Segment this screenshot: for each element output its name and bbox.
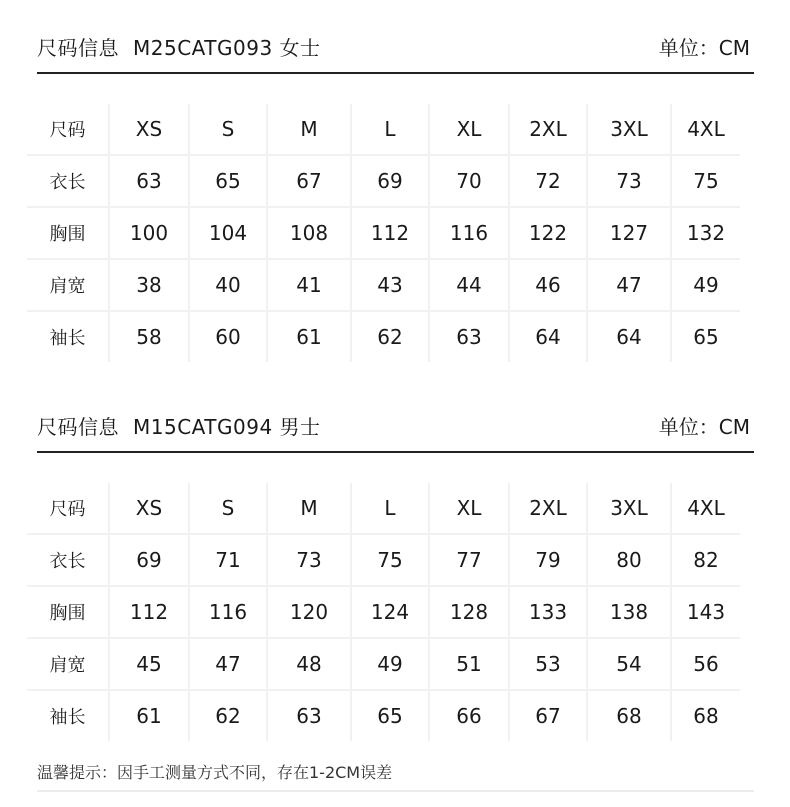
table-cell: 47: [587, 259, 671, 311]
table-cell: 77: [429, 534, 509, 586]
title-prefix: 尺码信息: [37, 415, 119, 439]
table-cell: 75: [351, 534, 429, 586]
table-cell: 82: [671, 534, 740, 586]
unit-label: 单位：CM: [658, 36, 750, 60]
header-label: 尺码: [27, 104, 109, 155]
table-cell: 143: [671, 586, 740, 638]
table-row: [27, 638, 740, 690]
title-prefix: 尺码信息: [37, 36, 119, 60]
size-header: 2XL: [509, 104, 587, 155]
table-cell: 122: [509, 207, 587, 259]
table-cell: 108: [267, 207, 351, 259]
table-cell: 133: [509, 586, 587, 638]
size-header: L: [351, 483, 429, 534]
row-label: 胸围: [27, 207, 109, 259]
table-cell: 128: [429, 586, 509, 638]
size-header: XL: [429, 483, 509, 534]
table-cell: 60: [189, 311, 267, 362]
table-cell: 67: [509, 690, 587, 741]
size-header: 4XL: [671, 104, 740, 155]
unit-label: 单位：CM: [658, 415, 750, 439]
table-cell: 62: [351, 311, 429, 362]
table-cell: 65: [189, 155, 267, 207]
size-header: M: [267, 483, 351, 534]
table-cell: 63: [267, 690, 351, 741]
size-header: XS: [109, 104, 189, 155]
table-cell: 73: [587, 155, 671, 207]
size-header: M: [267, 104, 351, 155]
table-cell: 127: [587, 207, 671, 259]
table-cell: 75: [671, 155, 740, 207]
size-header: 4XL: [671, 483, 740, 534]
table-row: [27, 586, 740, 638]
table-cell: 56: [671, 638, 740, 690]
table-cell: 112: [109, 586, 189, 638]
table-row: [27, 311, 740, 362]
table-cell: 64: [587, 311, 671, 362]
section-header: [37, 26, 754, 74]
table-cell: 41: [267, 259, 351, 311]
table-header-row: [27, 483, 740, 534]
table-cell: 116: [429, 207, 509, 259]
row-label: 袖长: [27, 690, 109, 741]
row-label: 袖长: [27, 311, 109, 362]
size-table: [27, 104, 740, 362]
table-cell: 61: [267, 311, 351, 362]
table-cell: 73: [267, 534, 351, 586]
table-cell: 112: [351, 207, 429, 259]
table-header-row: [27, 104, 740, 155]
row-label: 肩宽: [27, 638, 109, 690]
size-header: XS: [109, 483, 189, 534]
size-header: 2XL: [509, 483, 587, 534]
table-cell: 68: [693, 704, 719, 728]
table-cell: 69: [109, 534, 189, 586]
section-title: [37, 32, 321, 61]
size-header: XL: [429, 104, 509, 155]
table-cell: 64: [509, 311, 587, 362]
table-cell: 116: [189, 586, 267, 638]
table-row: [27, 690, 740, 741]
table-cell: 63: [429, 311, 509, 362]
model-code: M15CATG094 男士: [133, 415, 321, 439]
table-cell: 69: [351, 155, 429, 207]
table-cell: 132: [671, 207, 740, 259]
table-cell: 45: [109, 638, 189, 690]
table-cell: 61: [109, 690, 189, 741]
table-row: [27, 259, 740, 311]
table-cell: 54: [587, 638, 671, 690]
table-cell: 138: [587, 586, 671, 638]
table-cell: 46: [509, 259, 587, 311]
section-title: [37, 411, 321, 440]
measurement-note: 温馨提示：因手工测量方式不同，存在1-2CM误差: [37, 760, 754, 792]
table-cell: 58: [109, 311, 189, 362]
header-label: 尺码: [27, 483, 109, 534]
table-cell: 44: [429, 259, 509, 311]
table-cell: 70: [429, 155, 509, 207]
table-cell: 47: [189, 638, 267, 690]
table-cell: 48: [267, 638, 351, 690]
table-row: [27, 534, 740, 586]
table-cell: 120: [267, 586, 351, 638]
table-cell: 49: [671, 259, 740, 311]
table-cell: 67: [267, 155, 351, 207]
size-table: [27, 483, 740, 741]
table-cell: 79: [509, 534, 587, 586]
size-header: L: [351, 104, 429, 155]
table-cell: 65: [693, 325, 719, 349]
table-cell: 104: [189, 207, 267, 259]
table-cell: 65: [351, 690, 429, 741]
row-label: 肩宽: [27, 259, 109, 311]
row-label: 衣长: [27, 534, 109, 586]
table-cell: 62: [189, 690, 267, 741]
table-cell: 71: [189, 534, 267, 586]
size-header: S: [189, 483, 267, 534]
size-header: 3XL: [587, 483, 671, 534]
row-label: 衣长: [27, 155, 109, 207]
size-header: S: [189, 104, 267, 155]
table-cell: 124: [351, 586, 429, 638]
section-header: [37, 405, 754, 453]
table-cell: 63: [109, 155, 189, 207]
row-label: 胸围: [27, 586, 109, 638]
table-cell: 43: [351, 259, 429, 311]
table-cell: 49: [351, 638, 429, 690]
table-cell: 100: [109, 207, 189, 259]
table-cell: 66: [429, 690, 509, 741]
table-cell: 53: [509, 638, 587, 690]
table-cell: 68: [587, 690, 671, 741]
table-row: [27, 207, 740, 259]
table-cell: 80: [587, 534, 671, 586]
model-code: M25CATG093 女士: [133, 36, 321, 60]
table-row: [27, 155, 740, 207]
size-header: 3XL: [587, 104, 671, 155]
table-cell: 38: [109, 259, 189, 311]
table-cell: 51: [429, 638, 509, 690]
table-cell: 72: [509, 155, 587, 207]
table-cell: 40: [189, 259, 267, 311]
